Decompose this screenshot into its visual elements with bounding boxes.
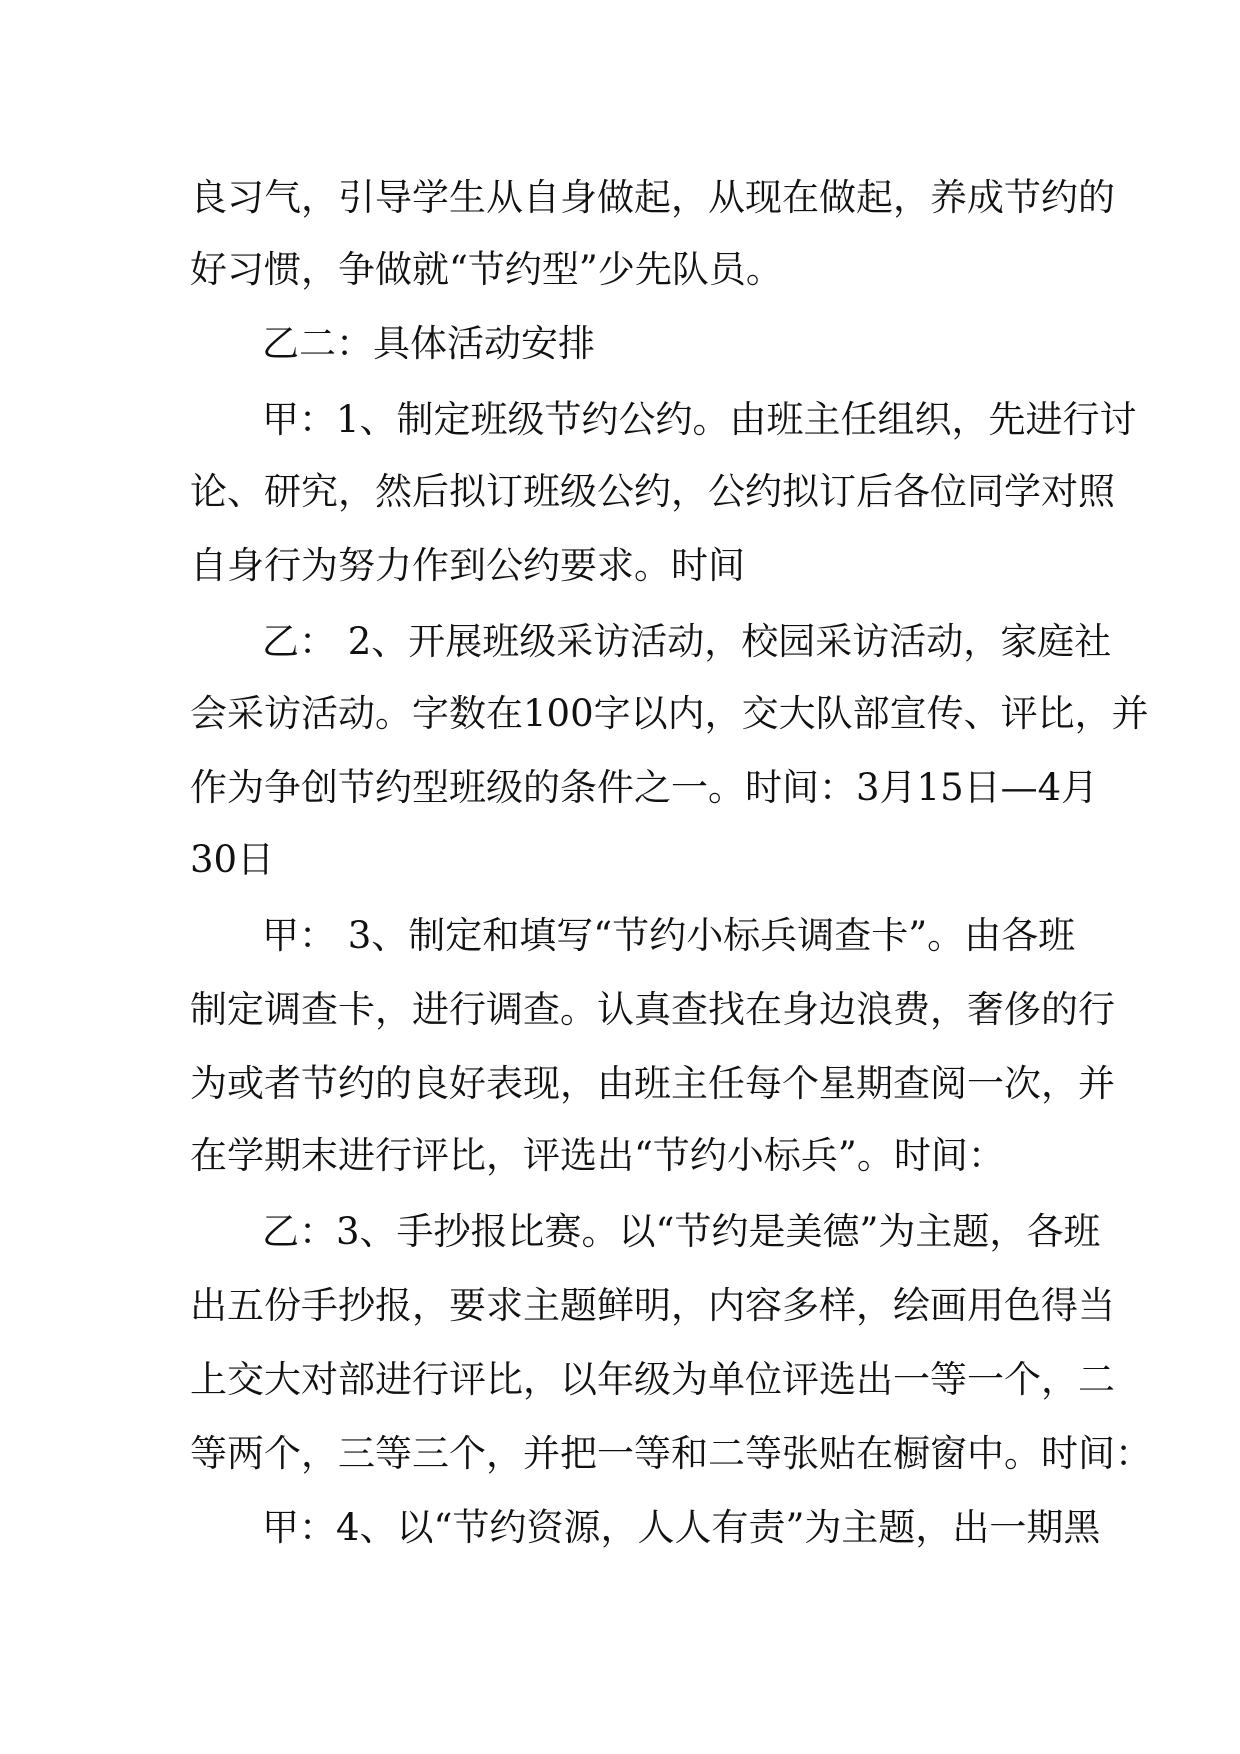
text-line: 作为争创节约型班级的条件之一。时间：3月15日—4月 (190, 766, 1099, 809)
section-heading: 乙二：具体活动安排 (262, 322, 595, 365)
text-line: 甲：4、以“节约资源，人人有责”为主题，出一期黑 (262, 1506, 1101, 1549)
text-line: 自身行为努力作到公约要求。时间 (190, 544, 745, 587)
text-line: 出五份手抄报，要求主题鲜明，内容多样，绘画用色得当 (190, 1284, 1115, 1327)
text-line: 在学期末进行评比，评选出“节约小标兵”。时间： (190, 1134, 1005, 1177)
text-line: 上交大对部进行评比，以年级为单位评选出一等一个，二 (190, 1358, 1115, 1401)
text-line: 乙：3、手抄报比赛。以“节约是美德”为主题，各班 (262, 1210, 1101, 1253)
text-line: 制定调查卡，进行调查。认真查找在身边浪费，奢侈的行 (190, 988, 1115, 1031)
text-line: 甲：1、制定班级节约公约。由班主任组织，先进行讨 (262, 398, 1137, 441)
text-line: 会采访活动。字数在100字以内，交大队部宣传、评比，并 (190, 692, 1149, 735)
text-line: 论、研究，然后拟订班级公约，公约拟订后各位同学对照 (190, 470, 1115, 513)
text-line: 好习惯，争做就“节约型”少先队员。 (190, 248, 783, 291)
text-line: 良习气，引导学生从自身做起，从现在做起，养成节约的 (190, 176, 1115, 219)
text-line: 乙： 2、开展班级采访活动，校园采访活动，家庭社 (262, 620, 1112, 663)
text-line: 30日 (190, 838, 275, 881)
text-line: 等两个，三等三个，并把一等和二等张贴在橱窗中。时间： (190, 1432, 1152, 1475)
text-line: 为或者节约的良好表现，由班主任每个星期查阅一次，并 (190, 1062, 1115, 1105)
text-line: 甲： 3、制定和填写“节约小标兵调查卡”。由各班 (262, 914, 1076, 957)
